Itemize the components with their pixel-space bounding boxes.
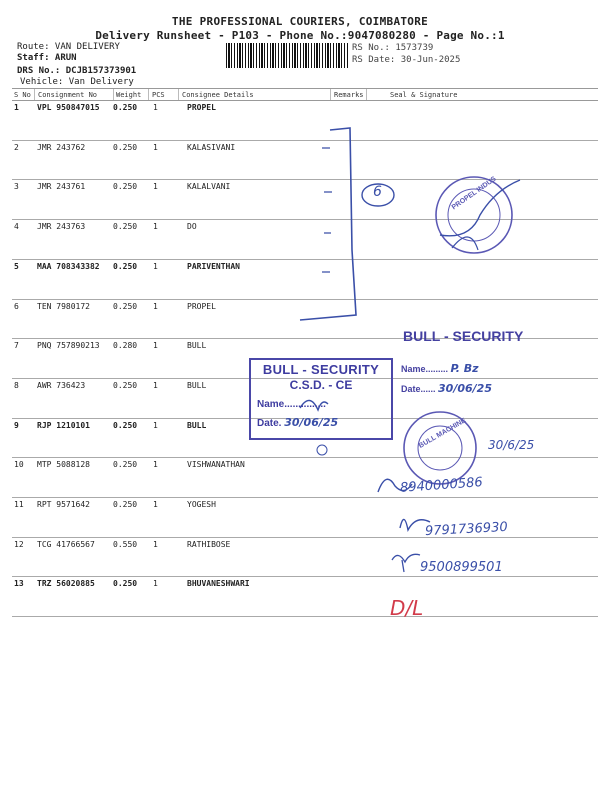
row-weight: 0.250 (113, 460, 138, 470)
row-sno: 3 (14, 182, 19, 192)
stamp-date-row (257, 416, 391, 429)
bs-date-label: Date...... (401, 384, 436, 394)
row-consignee: PROPEL (187, 103, 216, 112)
row-weight: 0.250 (113, 261, 138, 271)
row-consignment-no: RJP 1210101 (37, 420, 90, 430)
company-title: THE PROFESSIONAL COURIERS, COIMBATORE (171, 15, 429, 28)
drs-number: DRS No.: DCJB157373901 (17, 66, 137, 76)
barcode (226, 43, 349, 68)
row-consignee: KALALVANI (187, 182, 231, 192)
row-consignee: BHUVANESHWARI (187, 579, 250, 589)
row-pcs: 1 (153, 341, 158, 351)
col-seal: Seal & Signature (390, 91, 458, 99)
stamp-date-value: 30/06/25 (284, 416, 339, 429)
row-consignment-no: JMR 243763 (37, 222, 86, 232)
row-weight: 0.250 (113, 420, 138, 430)
row-pcs: 1 (153, 539, 158, 549)
row-sno: 1 (14, 103, 19, 112)
col-sno: S No (14, 91, 31, 99)
row-divider (12, 576, 598, 577)
row-pcs: 1 (153, 579, 158, 589)
row-consignment-no: JMR 243762 (37, 142, 86, 152)
row-divider (12, 537, 598, 538)
row-divider (12, 179, 598, 180)
stamp-mark-small (317, 445, 327, 455)
phone-row-10: 8940000586 (399, 475, 484, 496)
row-consignee: DO (187, 222, 197, 232)
row-pcs: 1 (153, 182, 158, 192)
bracket-mark (300, 128, 356, 320)
remark-dashes (322, 148, 332, 272)
row-consignee: KALASIVANI (187, 142, 236, 152)
row-sno: 12 (14, 539, 24, 549)
row-pcs: 1 (153, 261, 158, 271)
row-consignment-no: RPT 9571642 (37, 500, 90, 509)
row-weight: 0.250 (113, 301, 138, 311)
header-bottom-rule (12, 100, 598, 101)
route-label: Route: VAN DELIVERY (17, 42, 120, 52)
row-consignee: YOGESH (187, 500, 216, 509)
row-consignee: RATHIBOSE (187, 539, 231, 549)
col-consignment: Consignment No (38, 91, 98, 99)
row-pcs: 1 (153, 500, 158, 509)
row-sno: 2 (14, 142, 19, 152)
row-consignee: PARIVENTHAN (187, 261, 240, 271)
row-sno: 7 (14, 341, 19, 351)
row-weight: 0.250 (113, 182, 138, 192)
row-divider (12, 219, 598, 220)
row-weight: 0.250 (113, 380, 138, 390)
row-weight: 0.280 (113, 341, 138, 351)
row-consignee: BULL (187, 380, 207, 390)
row-divider (12, 616, 598, 617)
row-divider (12, 497, 598, 498)
row-weight: 0.250 (113, 222, 138, 232)
circled-number: 6 (373, 184, 382, 200)
bs-date-value: 30/06/25 (438, 382, 492, 395)
row-sno: 11 (14, 500, 24, 509)
row-consignee: BULL (187, 341, 207, 351)
row-weight: 0.250 (113, 103, 138, 112)
row-pcs: 1 (153, 460, 158, 470)
row-divider (12, 259, 598, 260)
row-sno: 5 (14, 261, 19, 271)
bull-security-stamp (249, 358, 393, 440)
row-consignment-no: VPL 950847015 (37, 103, 100, 112)
vehicle-label: Vehicle: Van Delivery (20, 77, 134, 87)
row-consignee: VISHWANATHAN (187, 460, 245, 470)
col-weight: Weight (116, 91, 142, 99)
phone-row-11: 9791736930 (424, 519, 509, 540)
row-consignee: PROPEL (187, 301, 216, 311)
col-remarks: Remarks (334, 91, 364, 99)
row-consignment-no: AWR 736423 (37, 380, 86, 390)
bull-security-heading: BULL - SECURITY (403, 328, 524, 344)
row-weight: 0.550 (113, 539, 138, 549)
stamp-name: Name............... (257, 399, 326, 410)
row-consignment-no: TRZ 56020885 (37, 579, 95, 589)
row-pcs: 1 (153, 380, 158, 390)
row-consignment-no: MTP 5088128 (37, 460, 90, 470)
runsheet-subtitle: Delivery Runsheet - P103 - Phone No.:9047080280 - Page No.:1 (95, 29, 505, 42)
row-consignment-no: TEN 7980172 (37, 301, 90, 311)
phone-row-12: 9500899501 (420, 560, 503, 575)
row-sno: 8 (14, 380, 19, 390)
propel-seal-text: PROPEL INDUS (450, 175, 498, 212)
row-sno: 4 (14, 222, 19, 232)
row-divider (12, 299, 598, 300)
bull-security-name (401, 362, 479, 375)
row-consignment-no: PNQ 757890213 (37, 341, 100, 351)
bull-machine-seal-date: 30/6/25 (488, 438, 535, 452)
stamp-date-label: Date. (257, 418, 282, 429)
stamp-subtitle: C.S.D. - CE (289, 378, 353, 392)
row-sno: 10 (14, 460, 24, 470)
row-divider (12, 140, 598, 141)
row-pcs: 1 (153, 420, 158, 430)
signature-12 (392, 554, 420, 572)
row-sno: 13 (14, 579, 24, 589)
row-weight: 0.250 (113, 500, 138, 509)
row-divider (12, 457, 598, 458)
bs-name-value: P. Bz (450, 362, 479, 375)
header-top-rule (12, 88, 598, 89)
row-pcs: 1 (153, 222, 158, 232)
red-delivered-mark: D/L (390, 596, 424, 620)
row-pcs: 1 (153, 142, 158, 152)
rs-number: RS No.: 1573739 (352, 43, 434, 53)
col-pcs: PCS (152, 91, 165, 99)
row-consignment-no: MAA 708343382 (37, 261, 100, 271)
row-weight: 0.250 (113, 579, 138, 589)
bull-machine-seal-text: BULL MACHINE (417, 417, 468, 450)
bull-security-date (401, 382, 492, 395)
row-consignment-no: TCG 41766567 (37, 539, 95, 549)
row-pcs: 1 (153, 103, 158, 112)
row-consignee: BULL (187, 420, 207, 430)
col-consignee: Consignee Details (182, 91, 254, 99)
row-sno: 6 (14, 301, 19, 311)
row-consignment-no: JMR 243761 (37, 182, 86, 192)
staff-label: Staff: ARUN (17, 53, 77, 63)
row-weight: 0.250 (113, 142, 138, 152)
row-pcs: 1 (153, 301, 158, 311)
stamp-title: BULL - SECURITY (262, 362, 380, 377)
bs-name-label: Name......... (401, 364, 449, 374)
row-sno: 9 (14, 420, 19, 430)
propel-signature-stroke (452, 237, 478, 250)
rs-date: RS Date: 30-Jun-2025 (352, 55, 461, 65)
